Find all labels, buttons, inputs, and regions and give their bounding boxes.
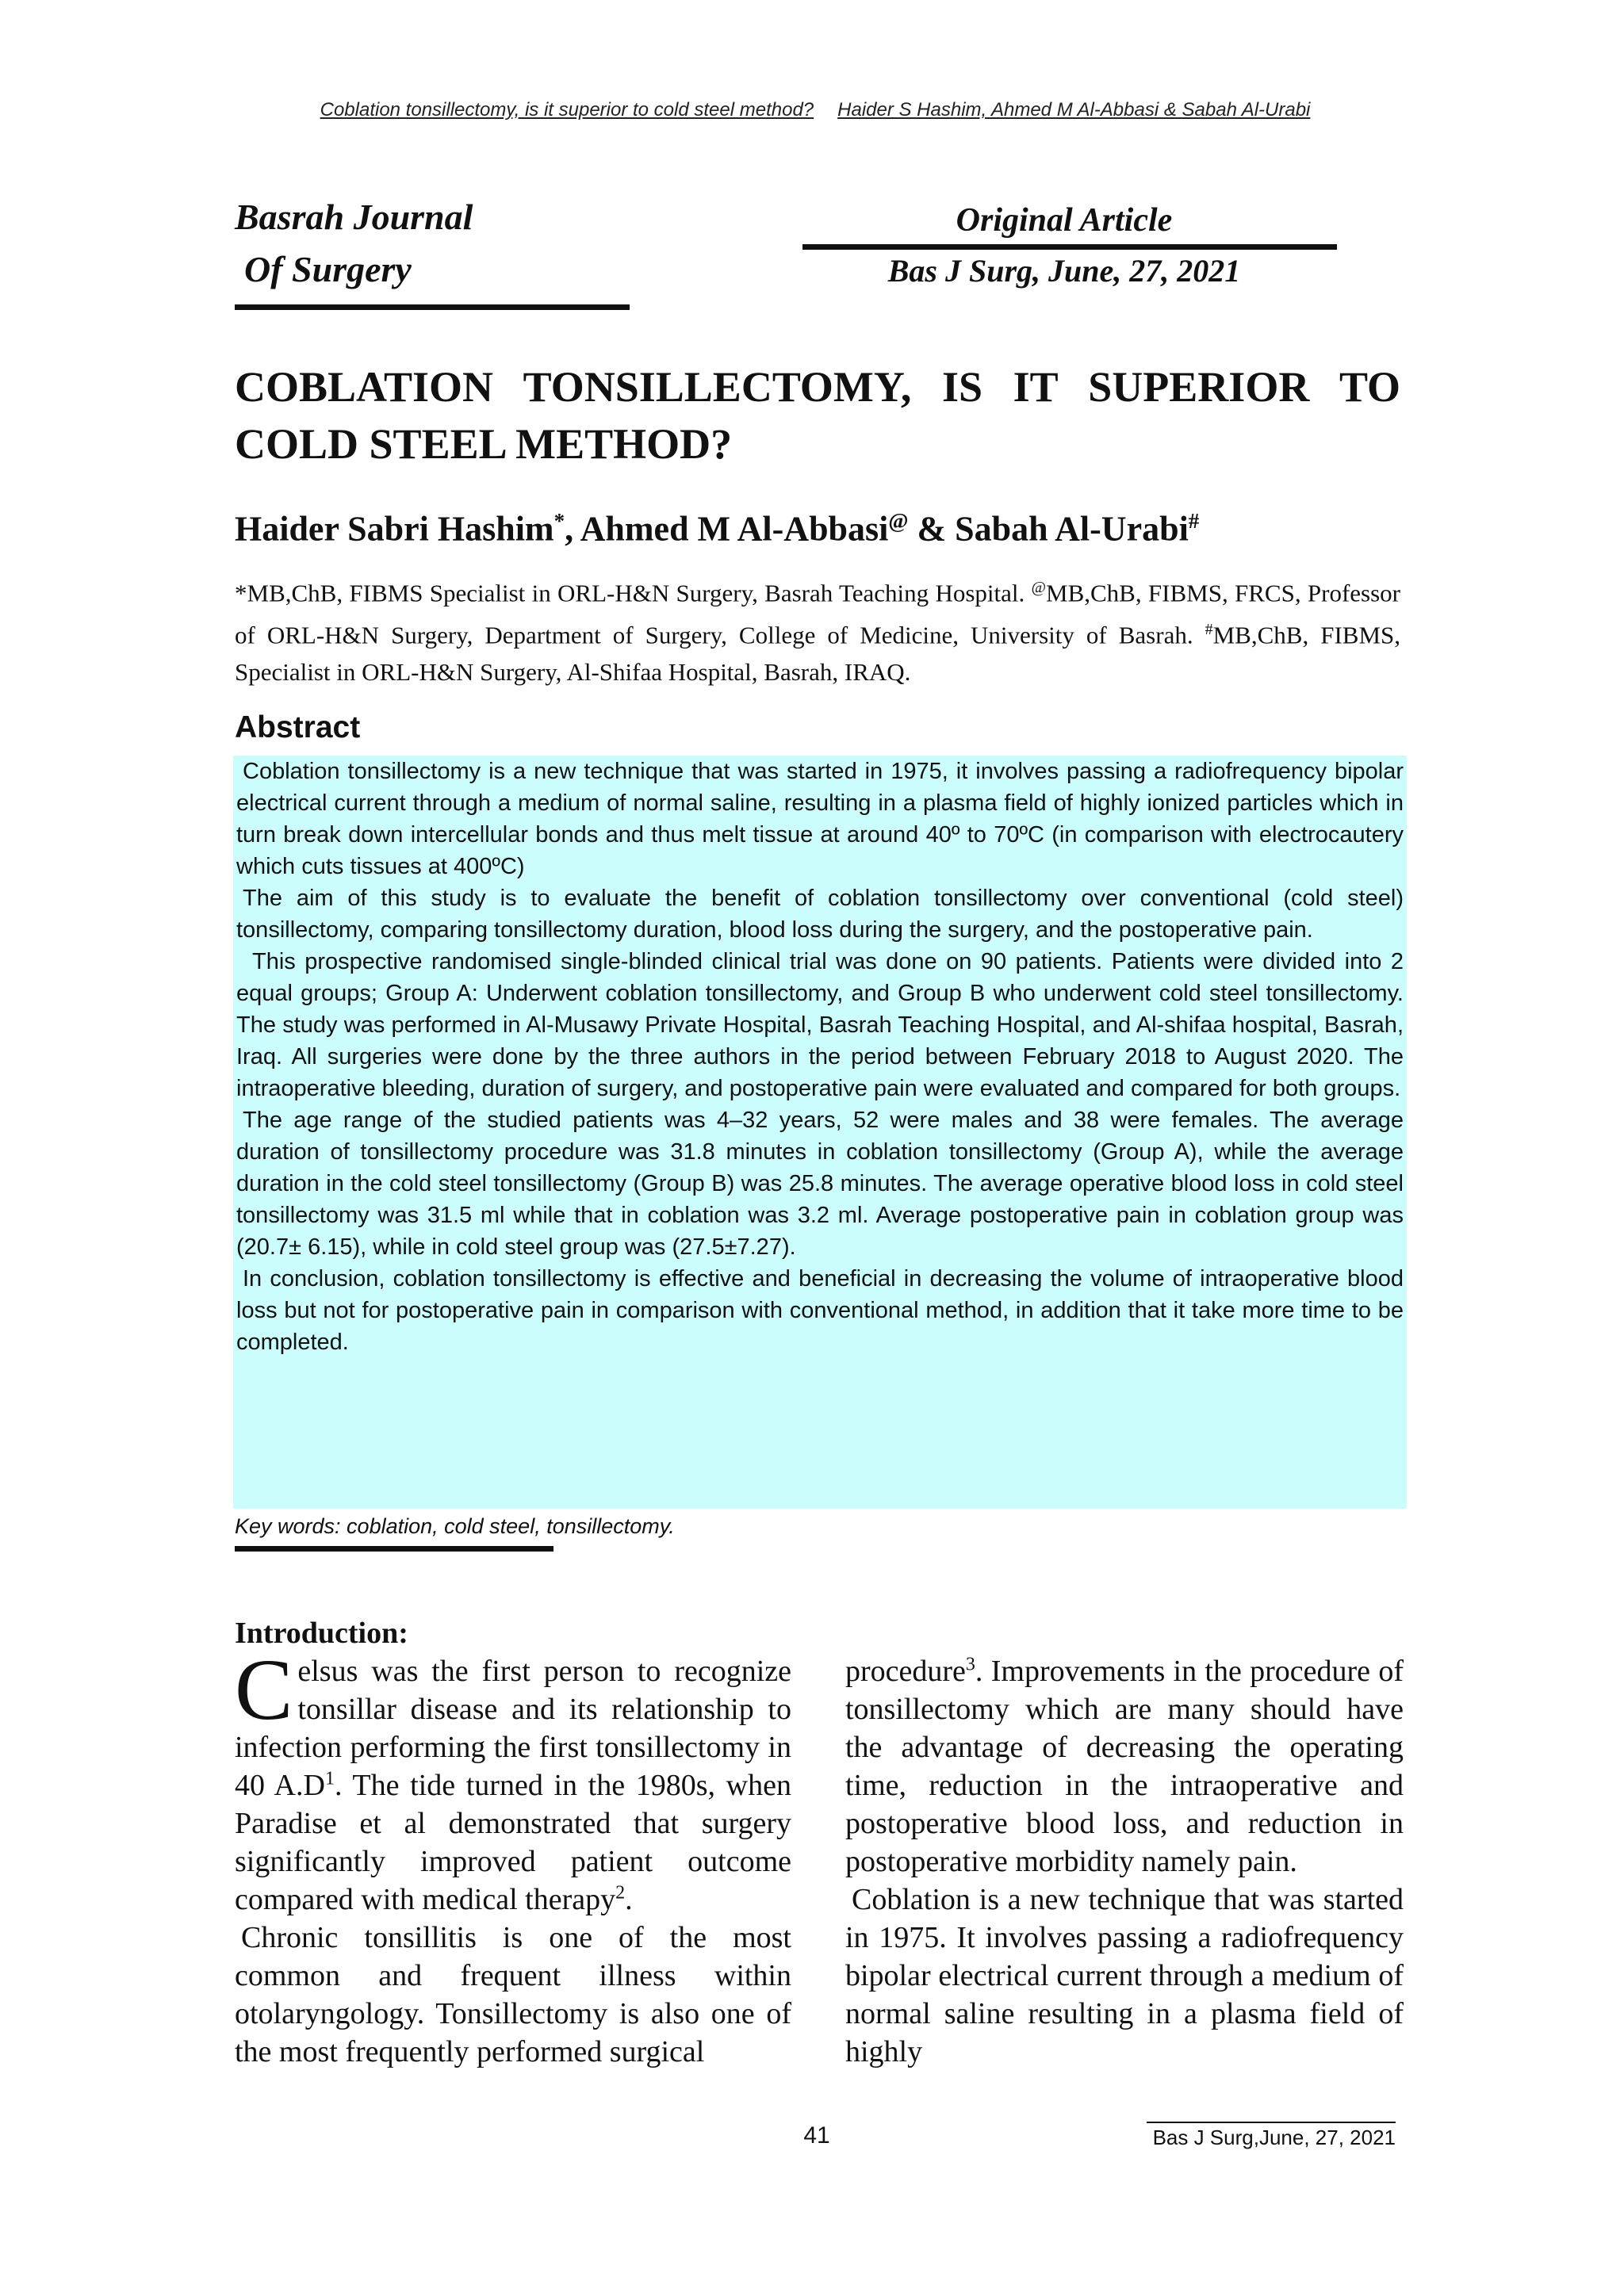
author-list <box>235 498 1400 553</box>
author-separator: , <box>565 509 580 549</box>
journal-citation: Bas J Surg, June, 27, 2021 <box>887 253 1241 289</box>
intro-column-right <box>845 1652 1404 2071</box>
affiliation-text: MB,ChB, FIBMS, Specialist in ORL-H&N Surgery, Al-Shifaa Hospital, Basrah, IRAQ. <box>235 621 1400 686</box>
affiliation-text: *MB,ChB, FIBMS Specialist in ORL-H&N Surgery, Basrah Teaching Hospital. <box>235 579 1032 607</box>
intro-text: elsus was the first person to recognize tonsillar disease and its relationship to infection performing the first tonsillectomy in 40 A.D <box>235 1655 791 1802</box>
author-name: Sabah Al-Urabi <box>955 509 1189 549</box>
author-mark: * <box>553 509 565 533</box>
intro-paragraph: Chronic tonsillitis is one of the most common and frequent illness within otolaryngology. Tonsillectomy is also one of the most frequently performed surgical <box>235 1921 791 2068</box>
affiliation-mark: @ <box>1031 579 1046 596</box>
reference-mark: 2 <box>615 1882 626 1904</box>
page-number: 41 <box>803 2122 830 2149</box>
author-separator: & <box>908 509 956 549</box>
author-name: Haider Sabri Hashim <box>235 509 554 549</box>
footer-rule <box>1147 2122 1396 2123</box>
abstract-body <box>233 756 1407 1509</box>
running-header-title: Coblation tonsillectomy, is it superior to cold steel method? <box>320 99 814 121</box>
author-name: Ahmed M Al-Abbasi <box>580 509 889 549</box>
reference-mark: 1 <box>324 1768 335 1789</box>
running-header <box>235 98 1396 122</box>
affiliations <box>235 569 1400 691</box>
intro-text: . <box>625 1883 633 1916</box>
article-title: COBLATION TONSILLECTOMY, IS IT SUPERIOR TO COLD STEEL METHOD? <box>235 363 1400 468</box>
running-header-authors: Haider S Hashim, Ahmed M Al-Abbasi & Sabah Al-Urabi <box>837 99 1311 121</box>
intro-column-left <box>235 1641 791 2071</box>
journal-name-line1: Basrah Journal <box>235 197 473 237</box>
author-mark: @ <box>888 509 909 533</box>
abstract-paragraph: In conclusion, coblation tonsillectomy is effective and beneficial in decreasing the volume of intraoperative blood loss but not for postoperative pain in comparison with conventional method, in addition that it take more time to be completed. <box>236 1266 1404 1355</box>
abstract-paragraph: This prospective randomised single-blinded clinical trial was done on 90 patients. Patients were divided into 2 equal groups; Group A: Underwent coblation tonsillectomy, and Group B who underwent cold steel tonsillectomy. The study was performed in Al-Musawy Private Hospital, Basrah Teaching Hospital, and Al-shifaa hospital, Basrah, Iraq. All surgeries were done by the three authors in the period between February 2018 to August 2020. The intraoperative bleeding, duration of surgery, and postoperative pain were evaluated and compared for both groups. <box>236 949 1404 1101</box>
intro-paragraph: Coblation is a new technique that was started in 1975. It involves passing a radiofrequency bipolar electrical current through a medium of normal saline resulting in a plasma field of highly <box>845 1883 1404 2068</box>
article-type: Original Article <box>956 202 1173 239</box>
keywords: Key words: coblation, cold steel, tonsillectomy. <box>235 1514 675 1538</box>
intro-paragraph <box>845 1652 1404 1881</box>
abstract-heading: Abstract <box>235 710 361 744</box>
keywords-rule <box>235 1546 553 1552</box>
footer-citation: Bas J Surg,June, 27, 2021 <box>1152 2126 1396 2149</box>
drop-cap: C <box>235 1641 293 1738</box>
intro-paragraph <box>235 1641 791 1919</box>
reference-mark: 3 <box>965 1654 975 1675</box>
intro-text: procedure <box>845 1655 966 1688</box>
article-type-rule <box>802 244 1337 250</box>
abstract-paragraph: Coblation tonsillectomy is a new technique that was started in 1975, it involves passing a radiofrequency bipolar electrical current through a medium of normal saline, resulting in a plasma field of highly ionized particles which in turn break down intercellular bonds and thus melt tissue at around 40º to 70ºC (in comparison with electrocautery which cuts tissues at 400ºC) <box>236 759 1404 879</box>
affiliation-mark: # <box>1205 621 1213 639</box>
intro-text: . The tide turned in the 1980s, when Paradise et al demonstrated that surgery significantly improved patient outcome compared with medical therapy <box>235 1769 791 1916</box>
journal-name-line2: Of Surgery <box>244 249 412 289</box>
abstract-paragraph: The aim of this study is to evaluate the benefit of coblation tonsillectomy over conventional (cold steel) tonsillectomy, comparing tonsillectomy duration, blood loss during the surgery, and the postoperative pain. <box>236 886 1404 943</box>
affiliation-text: MB,ChB, FIBMS, FRCS, Professor of ORL-H&N Surgery, Department of Surgery, College of Medicine, University of Basrah. <box>235 579 1400 649</box>
introduction-heading: Introduction: <box>235 1617 408 1650</box>
abstract-paragraph: The age range of the studied patients was 4–32 years, 52 were males and 38 were females. The average duration of tonsillectomy procedure was 31.8 minutes in coblation tonsillectomy (Group A), while the average duration in the cold steel tonsillectomy (Group B) was 25.8 minutes. The average operative blood loss in cold steel tonsillectomy was 31.5 ml while that in coblation was 3.2 ml. Average postoperative pain in coblation group was (20.7± 6.15), while in cold steel group was (27.5±7.27). <box>236 1108 1404 1260</box>
intro-text: . Improvements in the procedure of tonsillectomy which are many should have the advantage of decreasing the operating time, reduction in the intraoperative and postoperative blood loss, and reduction in postoperative morbidity namely pain. <box>845 1655 1404 1878</box>
journal-rule <box>235 304 630 310</box>
author-mark: # <box>1188 509 1200 533</box>
